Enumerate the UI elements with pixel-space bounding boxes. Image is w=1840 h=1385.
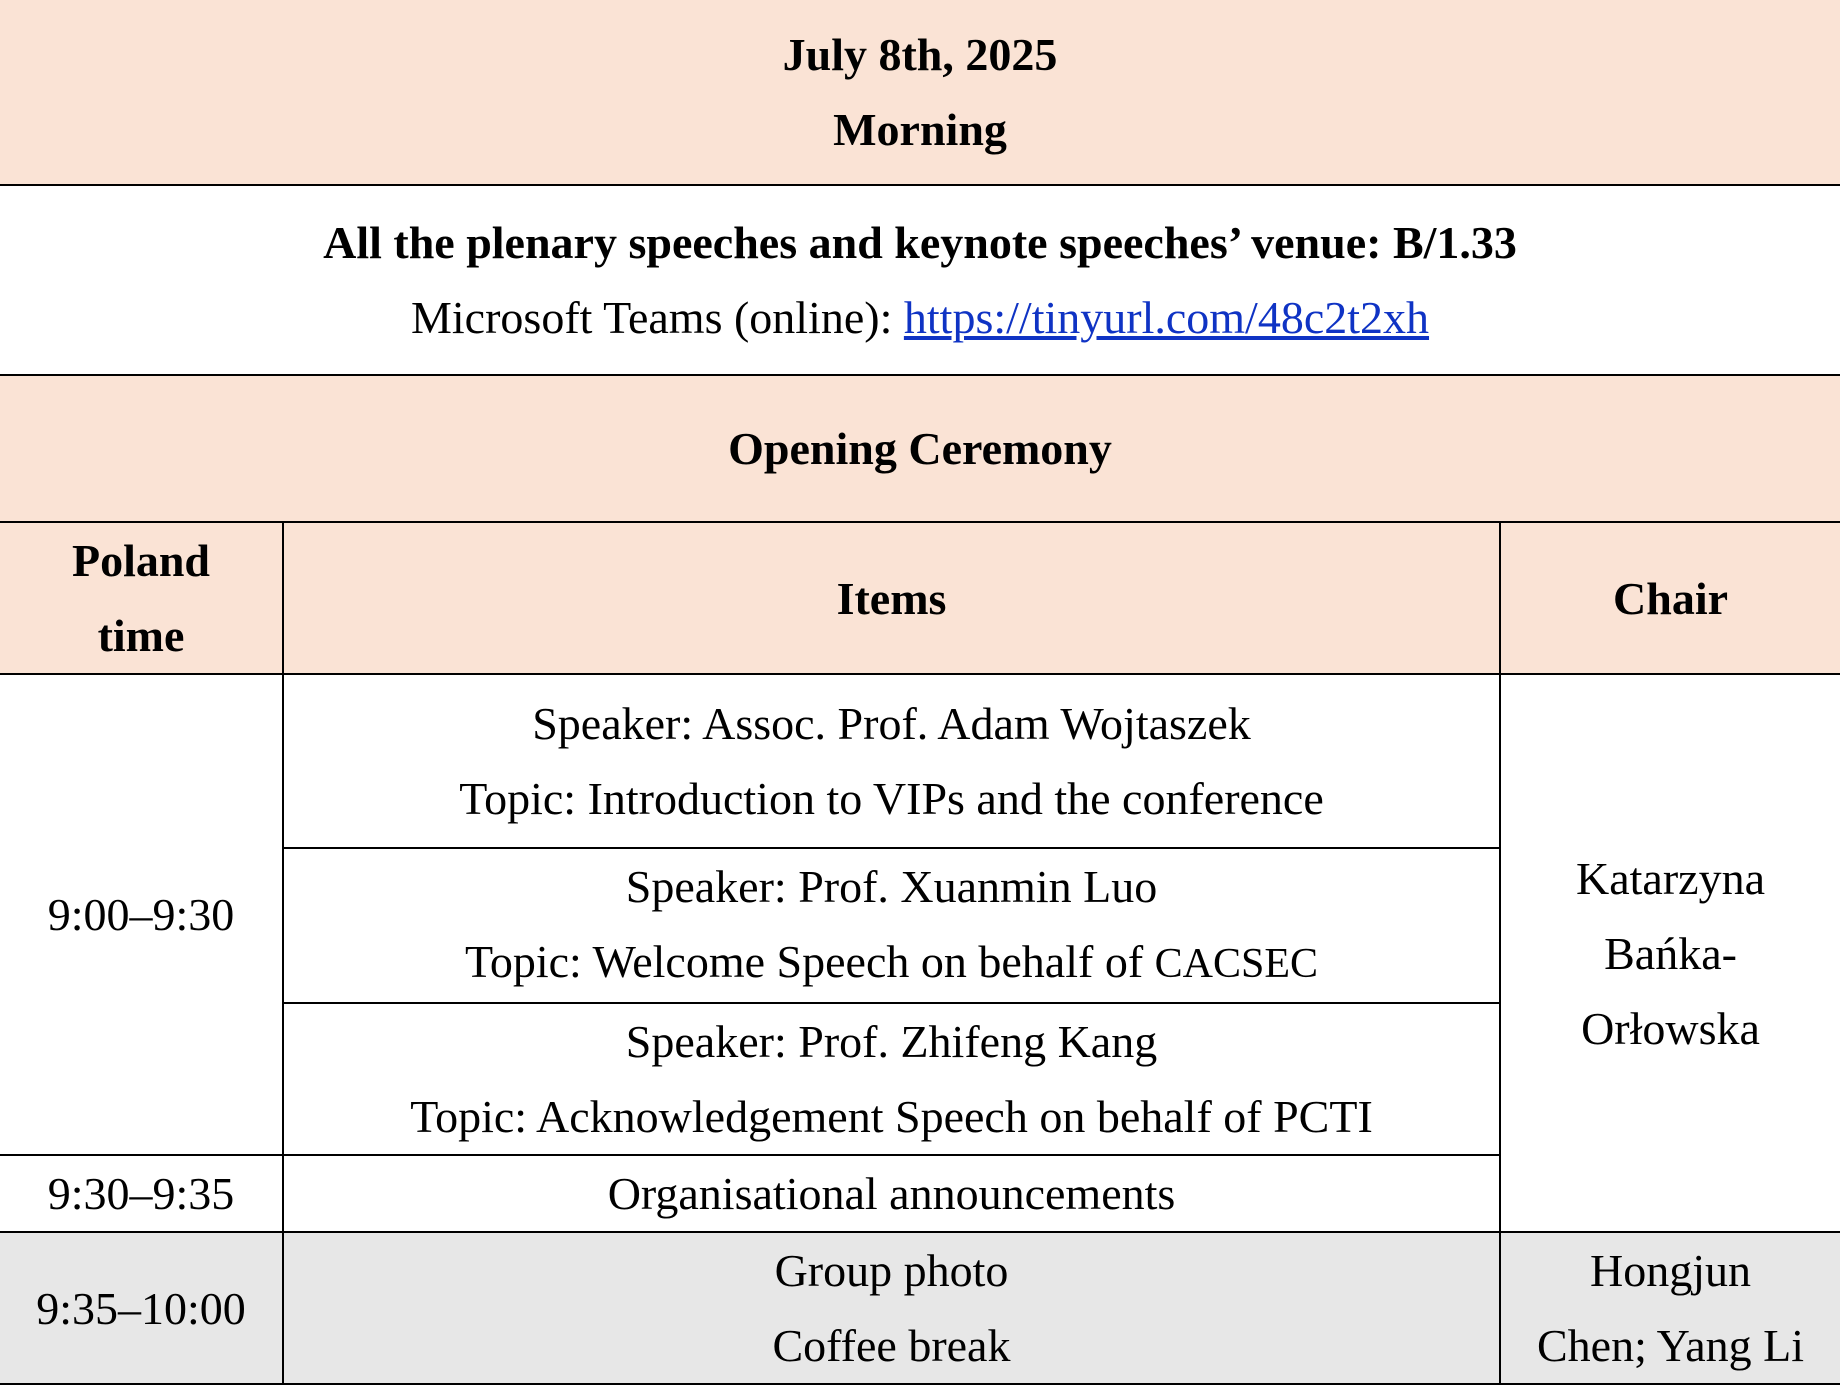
chair-name-line: Bańka-	[1604, 927, 1737, 979]
chair-cell-opening	[1500, 674, 1840, 1232]
col-header-items-label: Items	[836, 572, 947, 624]
time-label: 9:35–10:00	[36, 1282, 246, 1334]
speaker-label: Speaker: Prof. Xuanmin Luo	[625, 861, 1158, 912]
item-cell	[283, 1232, 1500, 1384]
speaker-label: Speaker: Prof. Zhifeng Kang	[625, 1016, 1158, 1067]
time-label: 9:00–9:30	[47, 889, 235, 940]
col-header-time-line1: Poland	[71, 535, 211, 586]
item-label: Coffee break	[772, 1320, 1011, 1371]
speaker-label: Speaker: Assoc. Prof. Adam Wojtaszek	[532, 698, 1251, 749]
venue-online-line	[0, 280, 1840, 355]
item-cell	[283, 1155, 1500, 1232]
date-header-cell	[0, 0, 1840, 185]
chair-name-line: Katarzyna	[1576, 852, 1766, 904]
section-title-cell	[0, 375, 1840, 522]
topic-label	[284, 924, 1499, 1002]
venue-plenary-line: All the plenary speeches and keynote speeches’ venue: B/1.33	[323, 217, 1517, 268]
chair-name-line: Orłowska	[1581, 1002, 1760, 1054]
chair-name-line: Hongjun	[1590, 1245, 1752, 1296]
time-cell-opening	[0, 674, 283, 1155]
item-cell	[283, 1003, 1500, 1155]
time-cell-announcements	[0, 1155, 283, 1232]
topic-label: Topic: Acknowledgement Speech on behalf of PCTI	[410, 1091, 1373, 1142]
time-cell-break	[0, 1232, 283, 1384]
topic-label: Topic: Introduction to VIPs and the conference	[459, 773, 1324, 824]
col-header-chair	[1500, 522, 1840, 674]
date-label: July 8th, 2025	[782, 29, 1058, 80]
col-header-time-line2: time	[97, 610, 185, 661]
period-label: Morning	[833, 104, 1007, 155]
online-label: Microsoft Teams (online):	[411, 292, 904, 343]
item-label: Group photo	[774, 1245, 1009, 1296]
col-header-chair-label: Chair	[1613, 572, 1729, 624]
col-header-items	[283, 522, 1500, 674]
teams-link[interactable]: https://tinyurl.com/48c2t2xh	[903, 292, 1430, 343]
chair-cell-break	[1500, 1232, 1840, 1384]
venue-cell	[0, 185, 1840, 375]
topic-acronym: CACSEC	[1154, 941, 1319, 987]
chair-name-line: Chen; Yang Li	[1536, 1320, 1805, 1371]
item-cell	[283, 674, 1500, 848]
item-label: Organisational announcements	[607, 1168, 1176, 1219]
item-cell	[283, 848, 1500, 1003]
time-label: 9:30–9:35	[47, 1168, 235, 1219]
section-title: Opening Ceremony	[728, 423, 1112, 474]
topic-prefix: Topic: Welcome Speech on behalf of	[464, 936, 1155, 987]
col-header-time	[0, 522, 283, 674]
